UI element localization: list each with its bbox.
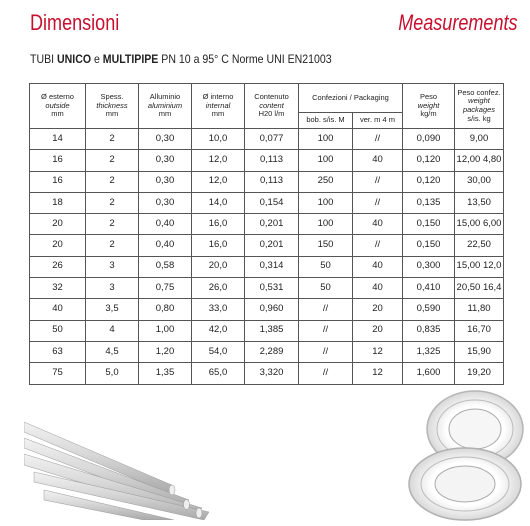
cell-inner-diameter: 20,0 <box>192 256 245 277</box>
cell-content: 0,314 <box>245 256 299 277</box>
cell-packaging-coil: 100 <box>299 214 353 235</box>
cell-packaging-bars: 40 <box>353 256 403 277</box>
cell-aluminium: 0,30 <box>139 129 192 150</box>
table-row <box>30 129 504 150</box>
subtitle-conj: e <box>93 52 100 66</box>
cell-packaging-coil: 100 <box>299 129 353 150</box>
subtitle-spec: PN 10 a 95° C Norme UNI EN21003 <box>161 52 332 66</box>
cell-content: 0,113 <box>245 171 299 192</box>
header-weight: Peso weight kg/m <box>403 84 455 129</box>
header-aluminium: Alluminio aluminium mm <box>139 84 192 129</box>
cell-content: 0,154 <box>245 192 299 213</box>
cell-package-weight: 13,50 <box>455 192 504 213</box>
header-packaging-coil: bob. s/is. M <box>299 113 353 129</box>
cell-package-weight: 15,00 12,0 <box>455 256 504 277</box>
cell-packaging-bars: 40 <box>353 150 403 171</box>
cell-thickness: 3 <box>86 256 139 277</box>
cell-weight: 0,120 <box>403 150 455 171</box>
cell-weight: 0,300 <box>403 256 455 277</box>
cell-packaging-coil: // <box>299 363 353 384</box>
cell-packaging-bars: 20 <box>353 299 403 320</box>
cell-outer-diameter: 18 <box>30 192 86 213</box>
measurements-table <box>29 83 504 385</box>
cell-outer-diameter: 16 <box>30 171 86 192</box>
cell-aluminium: 1,00 <box>139 320 192 341</box>
table-row <box>30 150 504 171</box>
cell-weight: 0,150 <box>403 235 455 256</box>
cell-content: 0,113 <box>245 150 299 171</box>
cell-thickness: 2 <box>86 171 139 192</box>
cell-packaging-coil: 50 <box>299 256 353 277</box>
header-inner-diameter: Ø interno internal mm <box>192 84 245 129</box>
cell-aluminium: 0,30 <box>139 150 192 171</box>
cell-inner-diameter: 12,0 <box>192 171 245 192</box>
cell-content: 2,289 <box>245 341 299 362</box>
cell-packaging-bars: 12 <box>353 363 403 384</box>
cell-package-weight: 19,20 <box>455 363 504 384</box>
cell-aluminium: 0,40 <box>139 214 192 235</box>
cell-aluminium: 1,35 <box>139 363 192 384</box>
table-row <box>30 171 504 192</box>
cell-inner-diameter: 65,0 <box>192 363 245 384</box>
cell-packaging-coil: // <box>299 341 353 362</box>
table-row <box>30 256 504 277</box>
cell-thickness: 2 <box>86 235 139 256</box>
table-row <box>30 235 504 256</box>
cell-packaging-bars: 20 <box>353 320 403 341</box>
cell-inner-diameter: 54,0 <box>192 341 245 362</box>
cell-outer-diameter: 26 <box>30 256 86 277</box>
cell-inner-diameter: 16,0 <box>192 214 245 235</box>
cell-packaging-bars: // <box>353 129 403 150</box>
header-package-weight: Peso confez. weight packages s/is. kg <box>455 84 504 129</box>
cell-weight: 0,410 <box>403 278 455 299</box>
subtitle <box>30 52 332 66</box>
cell-outer-diameter: 20 <box>30 235 86 256</box>
cell-packaging-bars: // <box>353 192 403 213</box>
cell-packaging-bars: // <box>353 171 403 192</box>
cell-thickness: 2 <box>86 214 139 235</box>
cell-packaging-coil: 100 <box>299 150 353 171</box>
cell-content: 0,201 <box>245 214 299 235</box>
cell-outer-diameter: 75 <box>30 363 86 384</box>
cell-inner-diameter: 42,0 <box>192 320 245 341</box>
cell-aluminium: 0,30 <box>139 171 192 192</box>
cell-inner-diameter: 33,0 <box>192 299 245 320</box>
cell-thickness: 2 <box>86 150 139 171</box>
cell-outer-diameter: 32 <box>30 278 86 299</box>
header-packaging-bars: ver. m 4 m <box>353 113 403 129</box>
cell-inner-diameter: 12,0 <box>192 150 245 171</box>
cell-package-weight: 16,70 <box>455 320 504 341</box>
cell-package-weight: 12,00 4,80 <box>455 150 504 171</box>
cell-inner-diameter: 26,0 <box>192 278 245 299</box>
cell-packaging-coil: // <box>299 320 353 341</box>
cell-inner-diameter: 14,0 <box>192 192 245 213</box>
header-content: Contenuto content H20 l/m <box>245 84 299 129</box>
cell-package-weight: 30,00 <box>455 171 504 192</box>
cell-weight: 0,135 <box>403 192 455 213</box>
cell-package-weight: 9,00 <box>455 129 504 150</box>
table-row <box>30 192 504 213</box>
cell-weight: 0,120 <box>403 171 455 192</box>
title-english: Measurements <box>398 10 518 35</box>
cell-aluminium: 1,20 <box>139 341 192 362</box>
cell-thickness: 2 <box>86 129 139 150</box>
cell-packaging-coil: 100 <box>299 192 353 213</box>
cell-packaging-bars: 12 <box>353 341 403 362</box>
cell-thickness: 5,0 <box>86 363 139 384</box>
table-row <box>30 214 504 235</box>
cell-outer-diameter: 14 <box>30 129 86 150</box>
cell-aluminium: 0,30 <box>139 192 192 213</box>
cell-outer-diameter: 40 <box>30 299 86 320</box>
cell-packaging-coil: // <box>299 299 353 320</box>
cell-package-weight: 11,80 <box>455 299 504 320</box>
table-row <box>30 299 504 320</box>
cell-packaging-bars: 40 <box>353 214 403 235</box>
cell-aluminium: 0,40 <box>139 235 192 256</box>
cell-inner-diameter: 16,0 <box>192 235 245 256</box>
cell-packaging-coil: 250 <box>299 171 353 192</box>
cell-content: 0,077 <box>245 129 299 150</box>
cell-packaging-bars: // <box>353 235 403 256</box>
header-outer-diameter: Ø esterno outside mm <box>30 84 86 129</box>
cell-packaging-coil: 50 <box>299 278 353 299</box>
cell-outer-diameter: 63 <box>30 341 86 362</box>
table-row <box>30 363 504 384</box>
header-packaging: Confezioni / Packaging <box>299 84 403 113</box>
cell-content: 0,201 <box>245 235 299 256</box>
title-italian: Dimensioni <box>30 10 120 35</box>
cell-outer-diameter: 16 <box>30 150 86 171</box>
cell-thickness: 4 <box>86 320 139 341</box>
cell-thickness: 3 <box>86 278 139 299</box>
pipe-bars-photo <box>24 408 214 520</box>
cell-weight: 0,835 <box>403 320 455 341</box>
cell-thickness: 2 <box>86 192 139 213</box>
cell-outer-diameter: 50 <box>30 320 86 341</box>
header-thickness: Spess. thickness mm <box>86 84 139 129</box>
cell-content: 1,385 <box>245 320 299 341</box>
subtitle-prefix: TUBI <box>30 52 55 66</box>
cell-inner-diameter: 10,0 <box>192 129 245 150</box>
table-row <box>30 278 504 299</box>
subtitle-brand-multipipe: MULTIPIPE <box>102 52 159 66</box>
cell-content: 0,531 <box>245 278 299 299</box>
cell-package-weight: 20,50 16,4 <box>455 278 504 299</box>
cell-packaging-coil: 150 <box>299 235 353 256</box>
pipe-coil-photo <box>405 384 525 522</box>
cell-package-weight: 15,00 6,00 <box>455 214 504 235</box>
cell-aluminium: 0,80 <box>139 299 192 320</box>
table-row <box>30 320 504 341</box>
cell-weight: 1,325 <box>403 341 455 362</box>
cell-content: 3,320 <box>245 363 299 384</box>
cell-aluminium: 0,58 <box>139 256 192 277</box>
cell-thickness: 4,5 <box>86 341 139 362</box>
cell-outer-diameter: 20 <box>30 214 86 235</box>
table-row <box>30 341 504 362</box>
cell-weight: 1,600 <box>403 363 455 384</box>
cell-aluminium: 0,75 <box>139 278 192 299</box>
cell-weight: 0,150 <box>403 214 455 235</box>
subtitle-brand-unico: UNICO <box>57 52 92 66</box>
cell-weight: 0,590 <box>403 299 455 320</box>
cell-thickness: 3,5 <box>86 299 139 320</box>
cell-package-weight: 22,50 <box>455 235 504 256</box>
cell-content: 0,960 <box>245 299 299 320</box>
cell-weight: 0,090 <box>403 129 455 150</box>
cell-packaging-bars: 40 <box>353 278 403 299</box>
cell-package-weight: 15,90 <box>455 341 504 362</box>
